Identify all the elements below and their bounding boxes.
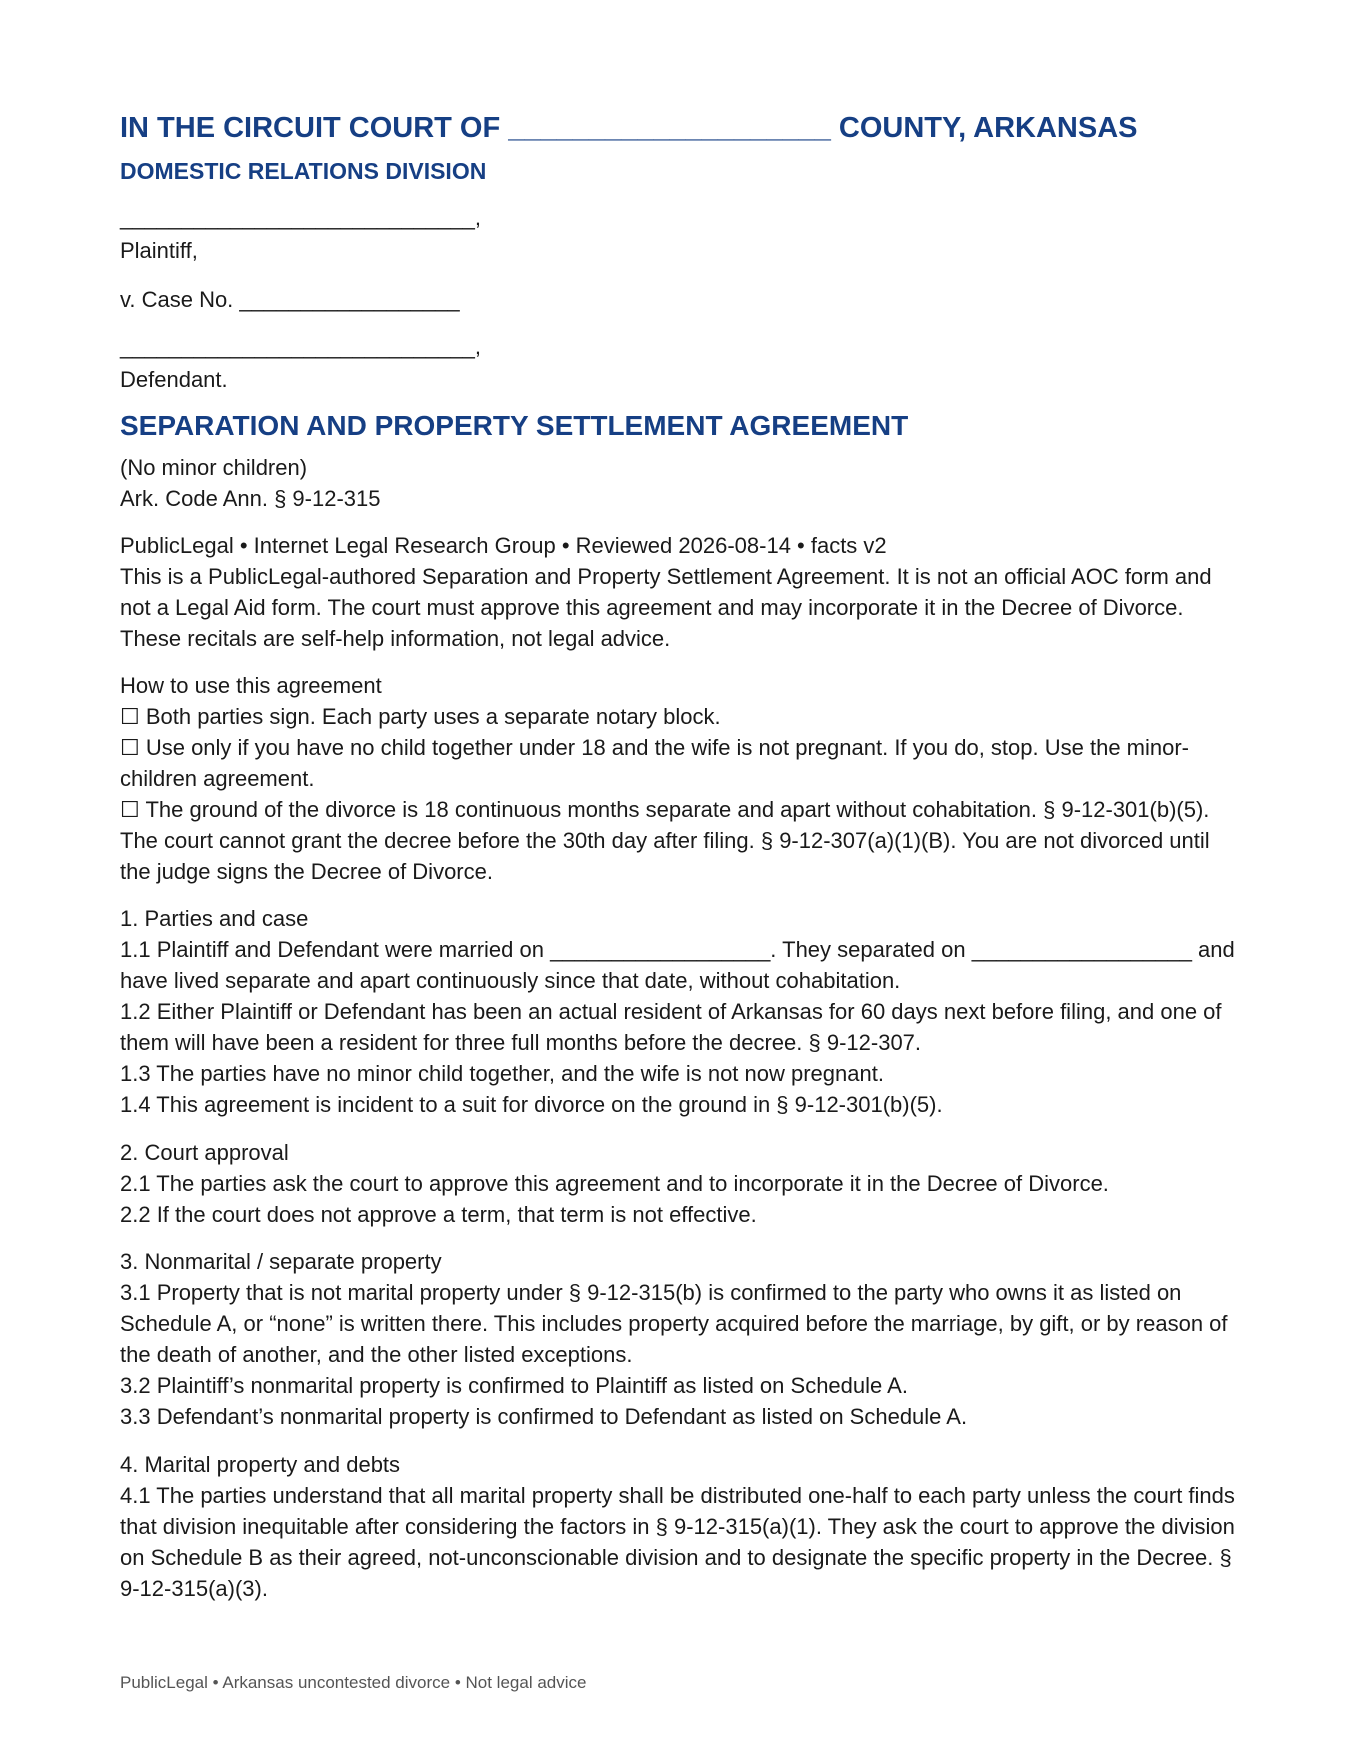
checklist-item: ☐ Use only if you have no child together under 18 and the wife is not pregnant. If you do, stop. Use the minor-children agreement. — [120, 735, 1190, 791]
section-1 — [120, 903, 1240, 1120]
defendant-label: Defendant. — [120, 367, 228, 392]
section-4 — [120, 1449, 1240, 1604]
section-heading: 1. Parties and case — [120, 906, 309, 931]
subtitle-line: (No minor children) — [120, 455, 308, 480]
subtitle-block — [120, 452, 1240, 514]
source-line: PublicLegal • Internet Legal Research Group • Reviewed 2026-08-14 • facts v2 — [120, 533, 887, 558]
defendant-name-line: _____________________________, — [120, 334, 481, 359]
checklist-item: ☐ Both parties sign. Each party uses a separate notary block. — [120, 704, 721, 729]
section-item: 1.3 The parties have no minor child together, and the wife is not now pregnant. — [120, 1061, 884, 1086]
agreement-title: SEPARATION AND PROPERTY SETTLEMENT AGREEMENT — [120, 410, 909, 441]
section-item: 2.2 If the court does not approve a term, that term is not effective. — [120, 1202, 757, 1227]
section-item: 4.1 The parties understand that all marital property shall be distributed one-half to each party unless the court finds that division inequitable after considering the factors in § 9-12-315(a)(1). They ask the court to approve the division on Schedule B as their agreed, not-unconscionable division and to designate the specific property in the Decree. § 9-12-315(a)(3). — [120, 1483, 1235, 1601]
section-item: 3.1 Property that is not marital property under § 9-12-315(b) is confirmed to the party who owns it as listed on Schedule A, or “none” is written there. This includes property acquired before the marriage, by gift, or by reason of the death of another, and the other listed exceptions. — [120, 1280, 1228, 1367]
statute-line: Ark. Code Ann. § 9-12-315 — [120, 486, 381, 511]
section-item: 1.1 Plaintiff and Defendant were married on __________________. They separated on __________________ and have lived separate and apart continuously since that date, without cohabitation. — [120, 937, 1235, 993]
section-item: 2.1 The parties ask the court to approve this agreement and to incorporate it in the Decree of Divorce. — [120, 1171, 1109, 1196]
plaintiff-name-line: _____________________________, — [120, 205, 481, 230]
plaintiff-label: Plaintiff, — [120, 238, 198, 263]
section-heading: 2. Court approval — [120, 1140, 289, 1165]
checklist-item: ☐ The ground of the divorce is 18 continuous months separate and apart without cohabitation. § 9-12-301(b)(5). The court cannot grant the decree before the 30th day after filing. § 9-12-307(a)(1)(B). You are not divorced until the judge signs the Decree of Divorce. — [120, 797, 1210, 884]
section-3 — [120, 1246, 1240, 1432]
section-item: 3.3 Defendant’s nonmarital property is confirmed to Defendant as listed on Schedule A. — [120, 1404, 968, 1429]
section-item: 1.4 This agreement is incident to a suit for divorce on the ground in § 9-12-301(b)(5). — [120, 1092, 943, 1117]
how-to-heading: How to use this agreement — [120, 673, 382, 698]
case-number-line: v. Case No. __________________ — [120, 287, 460, 312]
how-to-block — [120, 670, 1240, 887]
section-item: 1.2 Either Plaintiff or Defendant has been an actual resident of Arkansas for 60 days next before filing, and one of them will have been a resident for three full months before the decree. § 9-12-307. — [120, 999, 1222, 1055]
section-heading: 3. Nonmarital / separate property — [120, 1249, 442, 1274]
page-footer: PublicLegal • Arkansas uncontested divorce • Not legal advice — [120, 1673, 587, 1692]
section-2 — [120, 1137, 1240, 1230]
section-item: 3.2 Plaintiff’s nonmarital property is confirmed to Plaintiff as listed on Schedule A. — [120, 1373, 908, 1398]
division-title: DOMESTIC RELATIONS DIVISION — [120, 158, 487, 184]
section-heading: 4. Marital property and debts — [120, 1452, 401, 1477]
court-title: IN THE CIRCUIT COURT OF ____________________ COUNTY, ARKANSAS — [120, 112, 1138, 144]
intro-text: This is a PublicLegal-authored Separation and Property Settlement Agreement. It is not an official AOC form and not a Legal Aid form. The court must approve this agreement and may incorporate it in the Decree of Divorce. These recitals are self-help information, not legal advice. — [120, 564, 1212, 651]
intro-block — [120, 530, 1240, 654]
